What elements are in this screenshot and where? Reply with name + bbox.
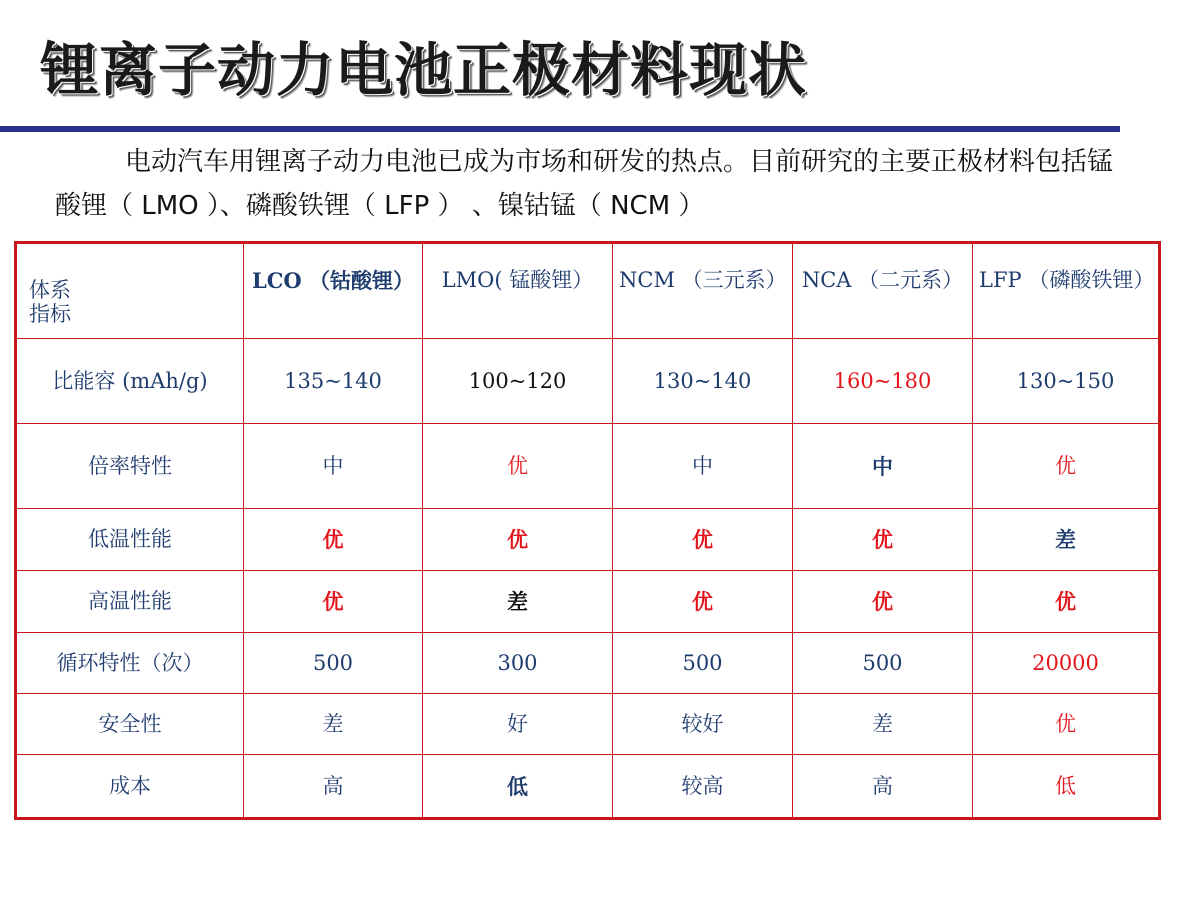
table-header-row	[16, 243, 1160, 339]
corner-label-system: 体系	[29, 278, 71, 302]
row-label-low-temp: 低温性能	[16, 509, 244, 571]
header-lmo: LMO( 锰酸锂）	[423, 243, 613, 339]
row-label-rate-capability: 倍率特性	[16, 424, 244, 509]
table-cell: 较高	[613, 755, 793, 819]
corner-header-cell	[16, 243, 244, 339]
table-cell: 中	[244, 424, 423, 509]
table-cell: 优	[613, 571, 793, 633]
table-cell: 100~120	[423, 339, 613, 424]
table-row	[16, 509, 1160, 571]
table-cell: 优	[793, 509, 973, 571]
table-cell: 优	[244, 571, 423, 633]
table-cell: 135~140	[244, 339, 423, 424]
table-row	[16, 633, 1160, 694]
table-cell: 较好	[613, 694, 793, 755]
table-cell: 优	[973, 694, 1160, 755]
header-ncm: NCM （三元系）	[613, 243, 793, 339]
table-row	[16, 571, 1160, 633]
table-cell: 20000	[973, 633, 1160, 694]
table-row	[16, 694, 1160, 755]
intro-paragraph: 电动汽车用锂离子动力电池已成为市场和研发的热点。目前研究的主要正极材料包括锰酸锂（ LMO ）、磷酸铁锂（ LFP ） 、镍钴锰（ NCM ）	[55, 147, 1114, 221]
table-cell: 优	[244, 509, 423, 571]
table-cell: 中	[613, 424, 793, 509]
table-cell: 差	[423, 571, 613, 633]
slide-title: 锂离子动力电池正极材料现状	[40, 36, 808, 104]
table-cell: 160~180	[793, 339, 973, 424]
table-cell: 差	[244, 694, 423, 755]
row-label-cost: 成本	[16, 755, 244, 819]
table-cell: 500	[244, 633, 423, 694]
row-label-specific-capacity: 比能容 (mAh/g)	[16, 339, 244, 424]
header-nca: NCA （二元系）	[793, 243, 973, 339]
row-label-high-temp: 高温性能	[16, 571, 244, 633]
table-cell: 高	[244, 755, 423, 819]
table-cell: 优	[423, 424, 613, 509]
table-row	[16, 755, 1160, 819]
table-row	[16, 339, 1160, 424]
table-row	[16, 424, 1160, 509]
cathode-comparison-table	[14, 241, 1161, 820]
table-cell: 500	[613, 633, 793, 694]
title-divider	[0, 126, 1120, 132]
table-cell: 好	[423, 694, 613, 755]
table-cell: 优	[793, 571, 973, 633]
table-cell: 低	[973, 755, 1160, 819]
table-cell: 差	[793, 694, 973, 755]
table-cell: 差	[973, 509, 1160, 571]
row-label-cycle-life: 循环特性（次）	[16, 633, 244, 694]
table-cell: 低	[423, 755, 613, 819]
table-cell: 高	[793, 755, 973, 819]
table-cell: 优	[973, 571, 1160, 633]
table-cell: 优	[973, 424, 1160, 509]
corner-label-metric: 指标	[29, 302, 71, 326]
header-lfp: LFP （磷酸铁锂）	[973, 243, 1160, 339]
table-cell: 130~150	[973, 339, 1160, 424]
table-cell: 130~140	[613, 339, 793, 424]
table-cell: 优	[613, 509, 793, 571]
table-cell: 300	[423, 633, 613, 694]
header-lco: LCO （钴酸锂）	[244, 243, 423, 339]
table-cell: 中	[793, 424, 973, 509]
row-label-safety: 安全性	[16, 694, 244, 755]
table-cell: 优	[423, 509, 613, 571]
table-cell: 500	[793, 633, 973, 694]
